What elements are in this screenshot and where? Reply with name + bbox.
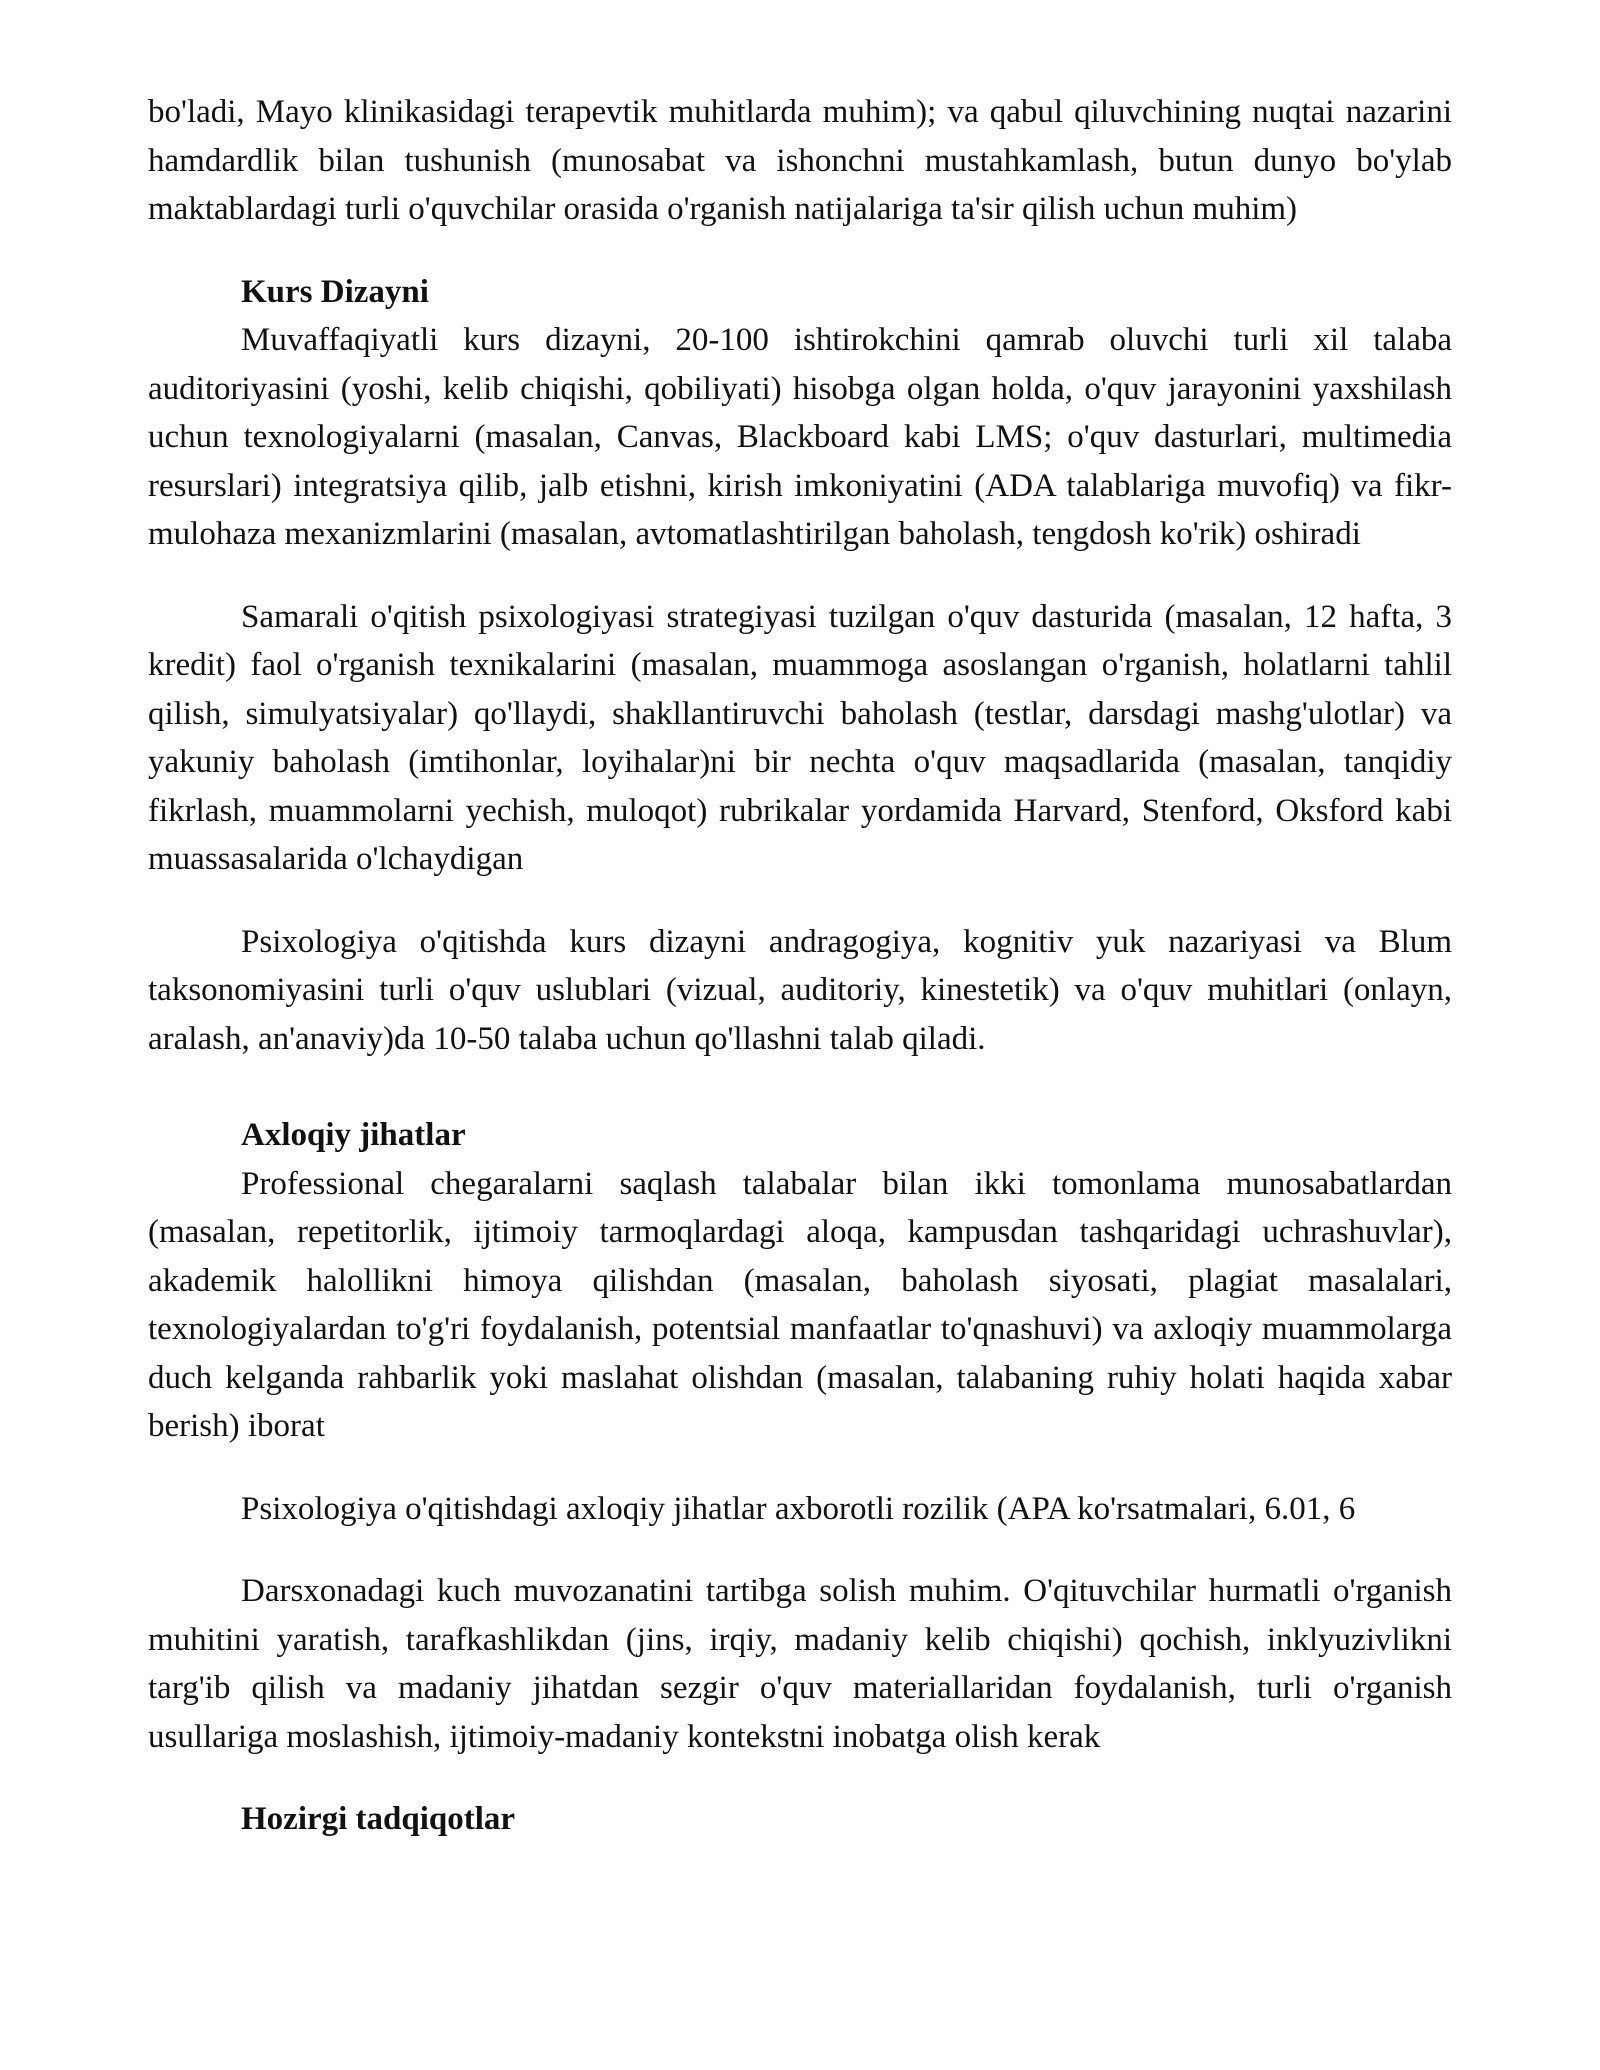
spacer: [148, 1063, 1452, 1111]
heading-axloqiy-jihatlar: Axloqiy jihatlar: [241, 1117, 466, 1153]
document-page: [148, 88, 1452, 1844]
paragraph-ethics-2: Psixologiya o'qitishdagi axloqiy jihatlar axborotli rozilik (APA ko'rsatmalari, 6.01, 6: [241, 1490, 1356, 1527]
paragraph-course-design-3: Psixologiya o'qitishda kurs dizayni andragogiya, kognitiv yuk nazariyasi va Blum taksonomiyasini turli o'quv uslublari (vizual, auditoriy, kinestetik) va o'quv muhitlari (onlayn, aralash, an'anaviy)da 10-50 talaba uchun qo'llashni talab qiladi.: [148, 923, 1452, 1057]
paragraph-intro-continuation: bo'ladi, Mayo klinikasidagi terapevtik muhitlarda muhim); va qabul qiluvchining nuqtai nazarini hamdardlik bilan tushunish (munosabat va ishonchni mustahkamlash, butun dunyo bo'ylab maktablardagi turli o'quvchilar orasida o'rganish natijalariga ta'sir qilish uchun muhim): [148, 94, 1452, 227]
heading-kurs-dizayni: Kurs Dizayni: [241, 273, 429, 310]
paragraph-ethics-3: Darsxonadagi kuch muvozanatini tartibga solish muhim. O'qituvchilar hurmatli o'rganish muhitini yaratish, tarafkashlikdan (jins, irqiy, madaniy kelib chiqishi) qochish, inklyuzivlikni targ'ib qilish va madaniy jihatdan sezgir o'quv materiallaridan foydalanish, turli o'rganish usullariga moslashish, ijtimoiy-madaniy kontekstni inobatga olish kerak: [148, 1573, 1452, 1755]
paragraph-course-design-1: Muvaffaqiyatli kurs dizayni, 20-100 ishtirokchini qamrab oluvchi turli xil talaba auditoriyasini (yoshi, kelib chiqishi, qobiliyati) hisobga olgan holda, o'quv jarayonini yaxshilash uchun texnologiyalarni (masalan, Canvas, Blackboard kabi LMS; o'quv dasturlari, multimedia resurslari) integratsiya qilib, jalb etishni, kirish imkoniyatini (ADA talablariga muvofiq) va fikr-mulohaza mexanizmlarini (masalan, avtomatlashtirilgan baholash, tengdosh ko'rik) oshiradi: [148, 322, 1452, 552]
heading-hozirgi-tadqiqotlar: Hozirgi tadqiqotlar: [241, 1801, 516, 1837]
paragraph-ethics-1: Professional chegaralarni saqlash talabalar bilan ikki tomonlama munosabatlardan (masalan, repetitorlik, ijtimoiy tarmoqlardagi aloqa, kampusdan tashqaridagi uchrashuvlar), akademik halollikni himoya qilishdan (masalan, baholash siyosati, plagiat masalalari, texnologiyalardan to'g'ri foydalanish, potentsial manfaatlar to'qnashuvi) va axloqiy muammolarga duch kelganda rahbarlik yoki maslahat olishdan (masalan, talabaning ruhiy holati haqida xabar berish) iborat: [148, 1165, 1452, 1444]
paragraph-course-design-2: Samarali o'qitish psixologiyasi strategiyasi tuzilgan o'quv dasturida (masalan, 12 hafta, 3 kredit) faol o'rganish texnikalarini (masalan, muammoga asoslangan o'rganish, holatlarni tahlil qilish, simulyatsiyalar) qo'llaydi, shakllantiruvchi baholash (testlar, darsdagi mashg'ulotlar) va yakuniy baholash (imtihonlar, loyihalar)ni bir nechta o'quv maqsadlarida (masalan, tanqidiy fikrlash, muammolarni yechish, muloqot) rubrikalar yordamida Harvard, Stenford, Oksford kabi muassasalarida o'lchaydigan: [148, 598, 1452, 877]
